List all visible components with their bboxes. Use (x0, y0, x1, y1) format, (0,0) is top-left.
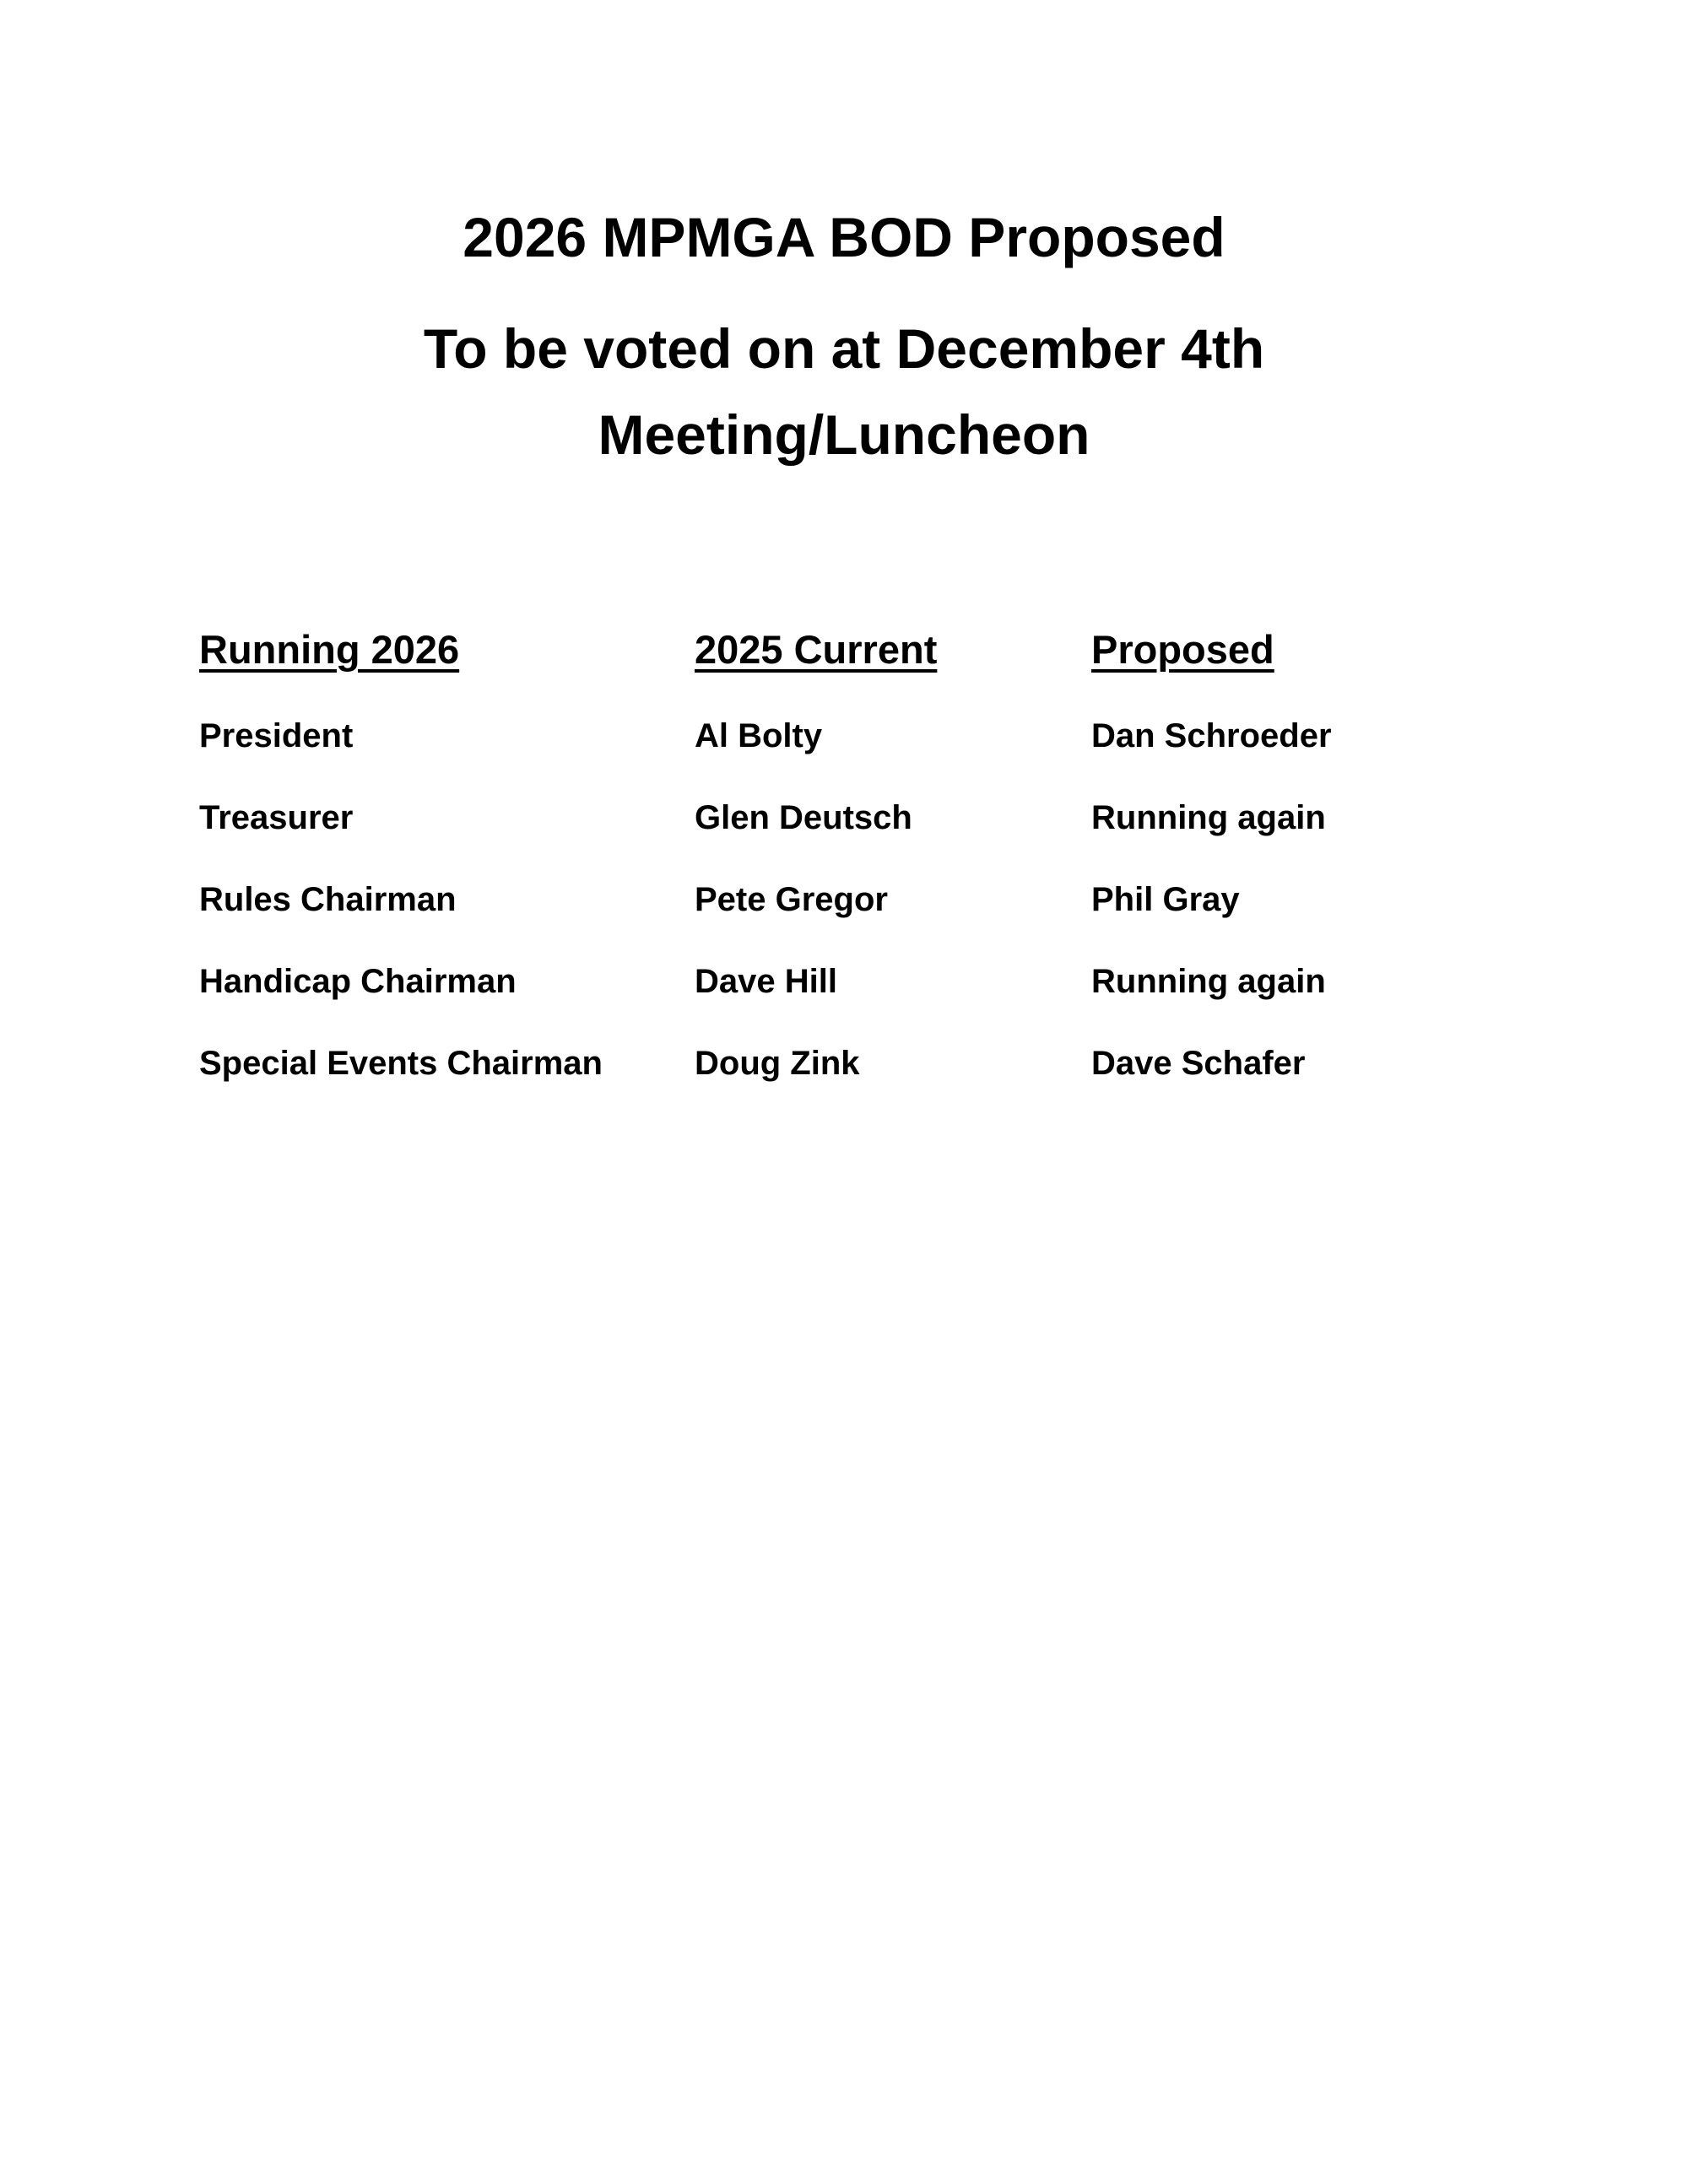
column-header-2025-current: 2025 Current (695, 627, 938, 672)
proposed-candidate-cell: Phil Gray (1091, 881, 1240, 918)
proposed-candidate-cell: Dave Schafer (1091, 1045, 1306, 1082)
proposed-candidate-cell: Running again (1091, 799, 1326, 836)
column-header-proposed: Proposed (1091, 627, 1274, 672)
current-holder-cell: Pete Gregor (695, 881, 888, 918)
proposed-candidate-cell: Dan Schroeder (1091, 717, 1332, 754)
current-holder-cell: Doug Zink (695, 1045, 860, 1082)
position-cell: Treasurer (199, 799, 354, 836)
column-header-running-2026: Running 2026 (199, 627, 460, 672)
document-subtitle-line-2: Meeting/Luncheon (598, 403, 1090, 466)
document-title: 2026 MPMGA BOD Proposed (463, 206, 1225, 268)
position-cell: Rules Chairman (199, 881, 457, 918)
position-cell: President (199, 717, 354, 754)
current-holder-cell: Al Bolty (695, 717, 823, 754)
document-subtitle-line-1: To be voted on at December 4th (423, 317, 1265, 380)
current-holder-cell: Glen Deutsch (695, 799, 912, 836)
position-cell: Special Events Chairman (199, 1045, 603, 1082)
proposed-candidate-cell: Running again (1091, 963, 1326, 1000)
position-cell: Handicap Chairman (199, 963, 517, 1000)
current-holder-cell: Dave Hill (695, 963, 837, 1000)
